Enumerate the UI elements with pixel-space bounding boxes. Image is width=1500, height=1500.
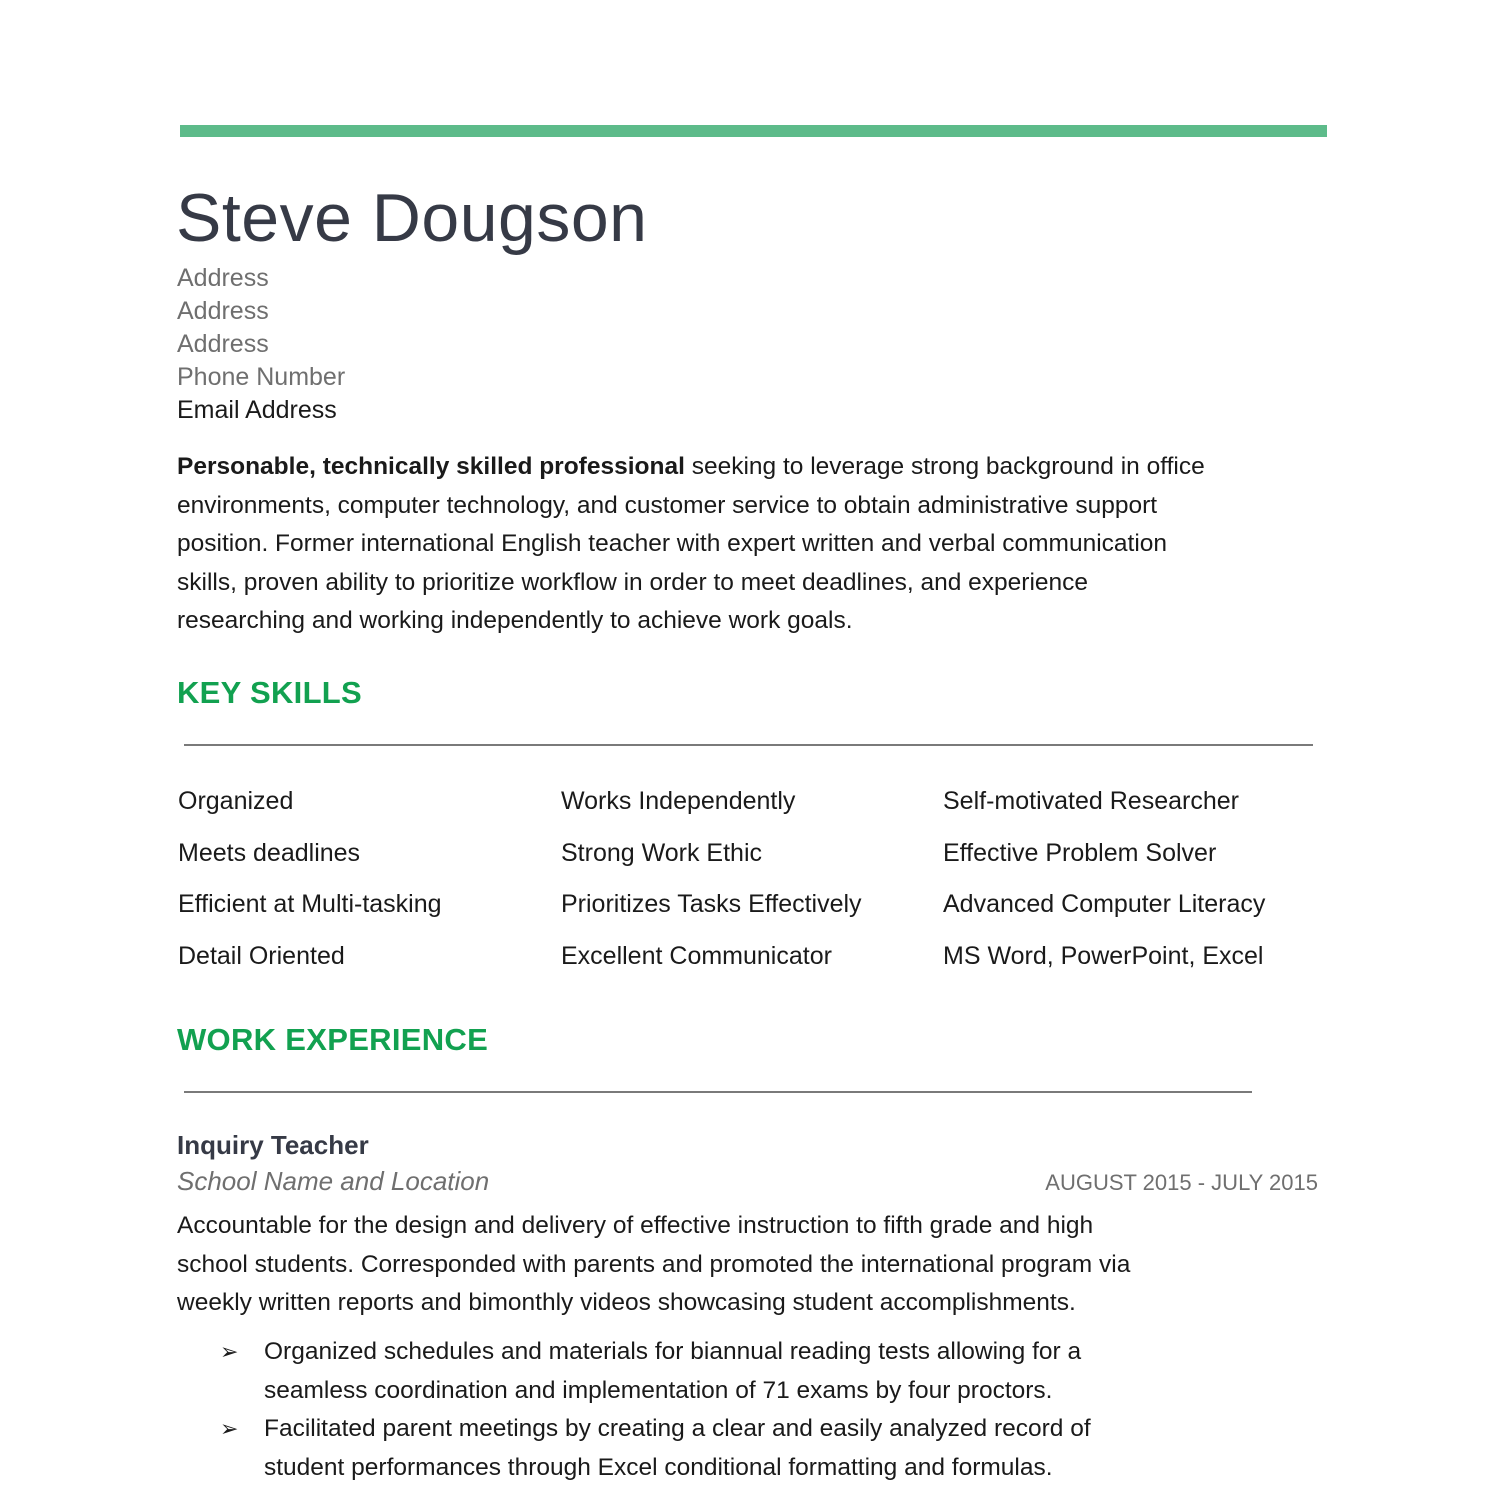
skill-item: MS Word, PowerPoint, Excel xyxy=(943,942,1264,970)
skills-grid xyxy=(178,783,1318,993)
job-school-location: School Name and Location xyxy=(177,1166,490,1196)
candidate-name: Steve Dougson xyxy=(176,180,648,256)
job-description-line: Accountable for the design and delivery of effective instruction to fifth grade and high xyxy=(177,1212,1094,1239)
summary-line: position. Former international English teacher with expert written and verbal communication xyxy=(177,530,1168,558)
skill-item: Effective Problem Solver xyxy=(943,839,1217,867)
achievement-line: student performances through Excel conditional formatting and formulas. xyxy=(264,1453,1053,1481)
contact-email: Email Address xyxy=(177,396,337,424)
achievement-item xyxy=(220,1410,1320,1487)
accent-bar xyxy=(180,125,1327,137)
professional-summary xyxy=(177,448,1317,641)
summary-line: researching and working independently to achieve work goals. xyxy=(177,607,853,635)
contact-address-2: Address xyxy=(177,297,269,325)
contact-address-3: Address xyxy=(177,330,269,358)
skill-item: Prioritizes Tasks Effectively xyxy=(561,890,862,918)
arrow-bullet-icon: ➢ xyxy=(220,1339,239,1364)
skill-item: Strong Work Ethic xyxy=(561,839,763,867)
summary-line: skills, proven ability to prioritize workflow in order to meet deadlines, and experience xyxy=(177,568,1089,596)
skill-item: Efficient at Multi-tasking xyxy=(178,890,442,918)
skill-item: Excellent Communicator xyxy=(561,942,832,970)
skill-item: Detail Oriented xyxy=(178,942,345,970)
skill-item: Advanced Computer Literacy xyxy=(943,890,1266,918)
skill-item: Works Independently xyxy=(561,787,796,815)
key-skills-divider xyxy=(184,744,1313,746)
job-title: Inquiry Teacher xyxy=(177,1130,369,1160)
contact-phone: Phone Number xyxy=(177,363,346,391)
summary-bold-lead: Personable, technically skilled professional xyxy=(177,453,685,480)
summary-line xyxy=(177,448,1317,487)
contact-block xyxy=(177,262,345,427)
key-skills-heading: KEY SKILLS xyxy=(177,675,363,710)
job-description-line: school students. Corresponded with parents and promoted the international program via xyxy=(177,1250,1131,1278)
job-description xyxy=(177,1207,1317,1323)
arrow-bullet-icon: ➢ xyxy=(220,1416,239,1442)
skill-item: Self-motivated Researcher xyxy=(943,787,1239,815)
achievement-line: Organized schedules and materials for biannual reading tests allowing for a xyxy=(264,1338,1082,1365)
achievement-line: seamless coordination and implementation of 71 exams by four proctors. xyxy=(264,1376,1053,1404)
summary-line: environments, computer technology, and customer service to obtain administrative support xyxy=(177,491,1158,519)
skill-item: Meets deadlines xyxy=(178,839,361,867)
job-achievements-list xyxy=(220,1333,1320,1487)
summary-line-rest: seeking to leverage strong background in office xyxy=(684,453,1205,480)
job-dates: AUGUST 2015 - JULY 2015 xyxy=(1045,1170,1318,1195)
job-description-line: weekly written reports and bimonthly videos showcasing student accomplishments. xyxy=(177,1289,1076,1317)
work-experience-heading: WORK EXPERIENCE xyxy=(177,1022,489,1057)
achievement-item xyxy=(220,1333,1320,1410)
contact-address-1: Address xyxy=(177,264,269,292)
skill-item: Organized xyxy=(178,787,294,815)
achievement-line: Facilitated parent meetings by creating a clear and easily analyzed record of xyxy=(264,1415,1091,1443)
work-experience-divider xyxy=(184,1091,1252,1093)
